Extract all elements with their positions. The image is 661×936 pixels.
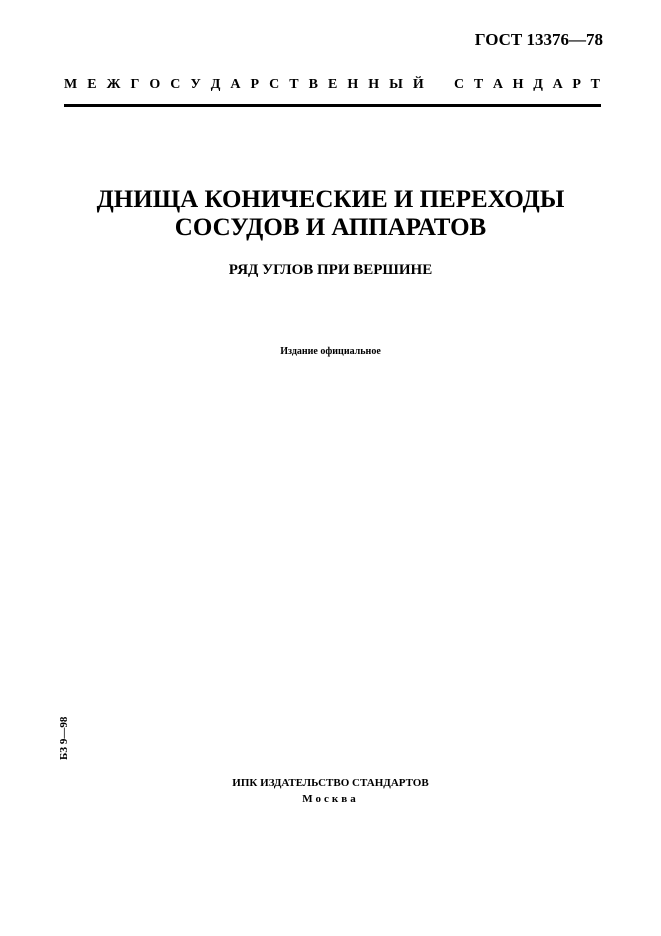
heading-letter: С: [454, 77, 465, 92]
header-rule: [64, 104, 601, 107]
heading-letter: Е: [327, 77, 338, 92]
heading-letter: Т: [289, 77, 299, 92]
heading-letter: Т: [590, 77, 600, 92]
heading-letter: А: [230, 77, 241, 92]
title-line-2: СОСУДОВ И АППАРАТОВ: [174, 214, 487, 241]
document-title: [0, 186, 661, 242]
heading-letter: Т: [473, 77, 484, 92]
heading-letter: Й: [412, 77, 424, 92]
side-code: БЗ 9—98: [58, 716, 70, 760]
heading-letter: А: [552, 77, 563, 92]
heading-letter: С: [269, 77, 280, 92]
heading-letter: Ы: [389, 77, 403, 92]
heading-letter: Д: [533, 77, 543, 92]
heading-letter: Н: [512, 77, 524, 92]
heading-letter: Ж: [106, 77, 121, 92]
heading-letter: Е: [87, 77, 97, 92]
heading-letter: У: [190, 77, 201, 92]
interstate-word: [64, 77, 424, 93]
edition-note: Издание официальное: [280, 346, 381, 357]
heading-letter: М: [64, 77, 78, 92]
heading-letter: В: [308, 77, 318, 92]
publisher-name: ИПК ИЗДАТЕЛЬСТВО СТАНДАРТОВ: [232, 777, 429, 789]
standard-number: ГОСТ 13376—78: [474, 30, 603, 49]
heading-letter: Н: [368, 77, 380, 92]
document-subtitle: РЯД УГЛОВ ПРИ ВЕРШИНЕ: [228, 262, 433, 278]
heading-letter: Р: [250, 77, 260, 92]
heading-letter: С: [170, 77, 181, 92]
title-line-1: ДНИЩА КОНИЧЕСКИЕ И ПЕРЕХОДЫ: [96, 186, 565, 213]
interstate-standard-heading: [64, 77, 600, 93]
publisher-city: Москва: [302, 793, 359, 805]
standard-word: [454, 77, 600, 93]
heading-letter: Р: [572, 77, 581, 92]
heading-letter: О: [149, 77, 161, 92]
heading-letter: А: [492, 77, 503, 92]
heading-letter: Г: [130, 77, 140, 92]
heading-letter: Д: [210, 77, 221, 92]
heading-letter: Н: [347, 77, 359, 92]
